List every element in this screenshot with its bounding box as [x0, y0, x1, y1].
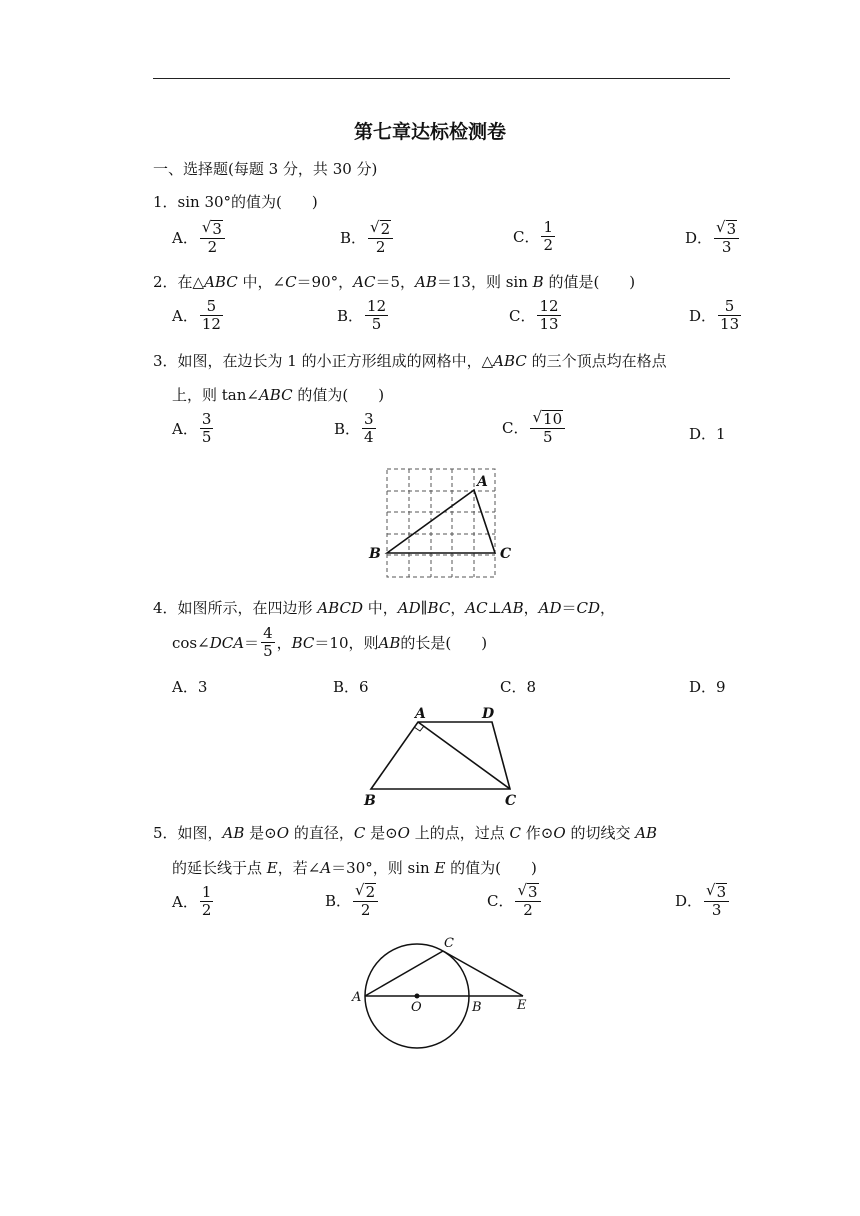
q3-option-b[interactable]: B． $\frac{3}{4}$ [334, 410, 374, 447]
header-rule [153, 78, 730, 79]
fraction: $\frac{12}{5}$ [367, 297, 387, 334]
tangent-ce [443, 951, 523, 996]
q2-option-a[interactable]: A． $\frac{5}{12}$ [172, 297, 221, 334]
fraction: $\frac{1}{2}$ [201, 883, 212, 920]
label-a: A [477, 474, 488, 490]
q5-option-a[interactable]: A． $\frac{1}{2}$ [172, 883, 212, 920]
q1-stem: 1．sin 30°的值为( ) [153, 193, 318, 211]
q3-option-a[interactable]: A． $\frac{3}{5}$ [172, 410, 212, 447]
q2-option-d[interactable]: D． $\frac{5}{13}$ [689, 297, 740, 334]
triangle-abc [387, 490, 495, 553]
label-a: A [352, 990, 362, 1005]
chord-ac [365, 951, 443, 996]
q1-option-a[interactable]: A． √ 3 2 [172, 219, 227, 257]
q5-stem-line2: 的延长线于点 E，若∠A＝30°，则 sin E 的值为( ) [172, 859, 537, 877]
page-title: 第七章达标检测卷 [353, 121, 506, 143]
q5-option-c[interactable]: C． √ 3 2 [487, 882, 543, 920]
q2-option-b[interactable]: B． $\frac{12}{5}$ [337, 297, 387, 334]
q4-option-d[interactable]: D． 9 [689, 677, 726, 696]
q4-option-b[interactable]: B． 6 [333, 677, 369, 696]
fraction: √ 3 3 [714, 219, 739, 257]
q4-option-c[interactable]: C． 8 [500, 677, 537, 696]
q2-stem: 2．在△ABC 中，∠C＝90°，AC＝5，AB＝13，则 sin B 的值是( ) [153, 273, 636, 291]
fraction: $\frac{4}{5}$ [263, 624, 273, 661]
quad-abcd [371, 722, 510, 789]
fraction: $\frac{5}{12}$ [201, 297, 221, 334]
label-c: C [505, 793, 517, 809]
label-c: C [500, 546, 512, 562]
q1-option-c[interactable]: C． $\frac{1}{2}$ [513, 218, 554, 255]
q5-option-d[interactable]: D． √ 3 3 [675, 882, 731, 920]
q3-option-d[interactable]: D． 1 [689, 424, 726, 443]
q5-option-b[interactable]: B． √ 2 2 [325, 882, 380, 920]
label-b: B [369, 546, 381, 562]
label-b: B [364, 793, 376, 809]
fraction: √ 10 5 [530, 409, 565, 447]
q4-stem-line2: cos∠ DCA ＝ $\frac{4}{5}$ ， BC ＝10，则 AB 的长是( ) [172, 624, 488, 661]
diagonal-ac [418, 722, 510, 789]
q4-stem-line1: 4．如图所示，在四边形 ABCD 中，AD∥BC，AC⊥AB，AD＝CD， [153, 599, 616, 617]
section-heading: 一、选择题(每题 3 分，共 30 分) [153, 160, 378, 178]
q4-quadrilateral-figure [360, 703, 530, 813]
fraction: √ 3 3 [704, 882, 729, 920]
q3-stem-line1: 3．如图，在边长为 1 的小正方形组成的网格中，△ABC 的三个顶点均在格点 [153, 352, 667, 370]
fraction: √ 3 2 [200, 219, 225, 257]
q2-option-c[interactable]: C． $\frac{12}{13}$ [509, 297, 559, 334]
q1-option-d[interactable]: D． √ 3 3 [685, 219, 741, 257]
label-b: B [472, 1000, 482, 1015]
fraction: $\frac{12}{13}$ [539, 297, 559, 334]
q3-stem-line2: 上，则 tan∠ABC 的值为( ) [172, 386, 385, 404]
q1-option-b[interactable]: B． √ 2 2 [340, 219, 395, 257]
q4-option-a[interactable]: A． 3 [172, 677, 208, 696]
fraction: √ 2 2 [368, 219, 393, 257]
label-c: C [444, 936, 454, 951]
q5-stem-line1: 5．如图，AB 是⊙O 的直径，C 是⊙O 上的点，过点 C 作⊙O 的切线交 AB [153, 824, 658, 842]
fraction: √ 2 2 [353, 882, 378, 920]
label-e: E [517, 998, 527, 1013]
fraction: $\frac{5}{13}$ [720, 297, 740, 334]
fraction: $\frac{1}{2}$ [543, 218, 554, 255]
q3-option-c[interactable]: C． √ 10 5 [502, 409, 567, 447]
label-a: A [415, 706, 426, 722]
fraction: √ 3 2 [515, 882, 540, 920]
q5-circle-figure [345, 935, 535, 1055]
center-dot [415, 994, 420, 999]
label-o: O [411, 1000, 422, 1015]
fraction: $\frac{3}{4}$ [364, 410, 374, 447]
q3-grid-figure [365, 465, 515, 580]
label-d: D [482, 706, 495, 722]
fraction: $\frac{3}{5}$ [201, 410, 212, 447]
